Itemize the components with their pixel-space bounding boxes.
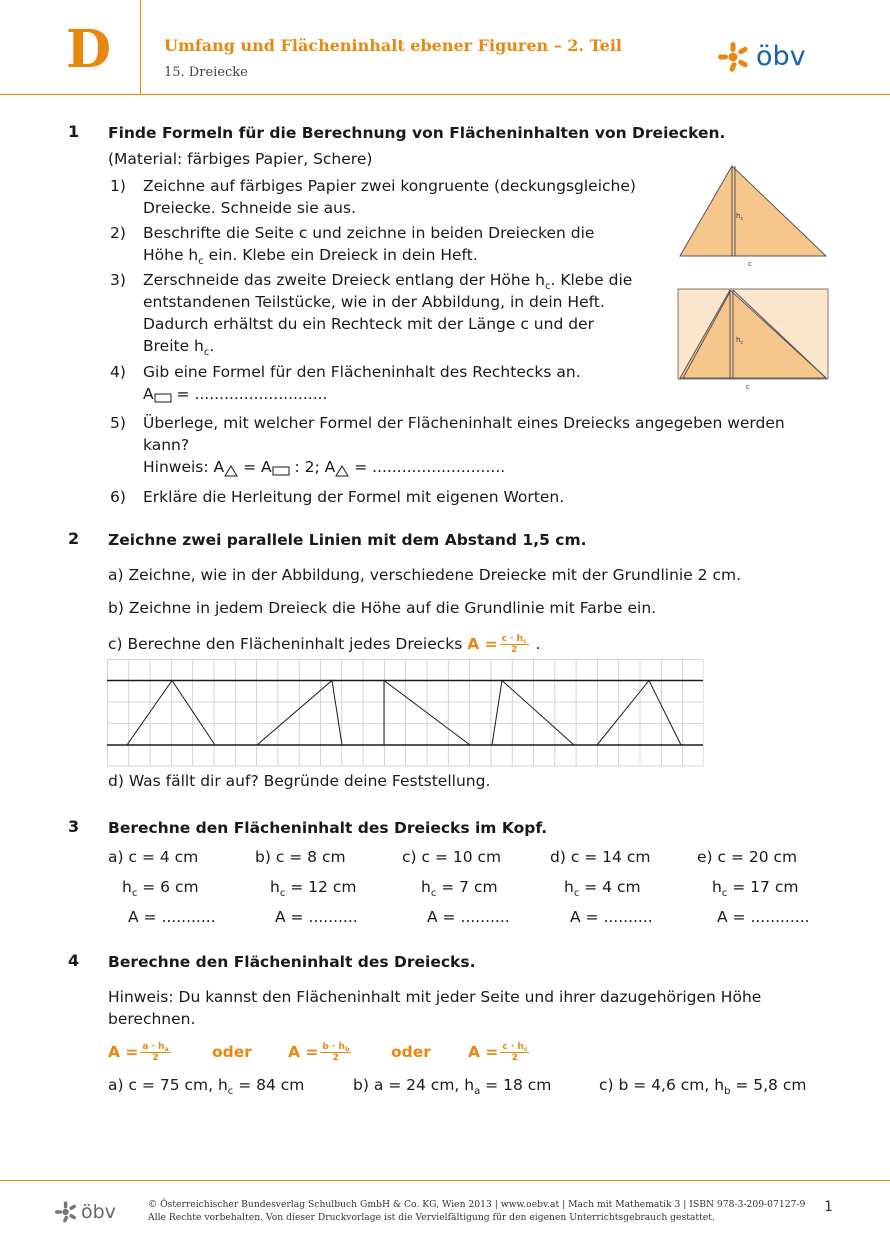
formula-c: A = $\frac{c \cdot h_c}{2}$ <box>468 1042 528 1063</box>
item-h: $h_c = 7$ cm <box>421 878 498 899</box>
obv-star-icon <box>718 40 752 74</box>
item-A: A = .......... <box>570 908 653 926</box>
page-title: Umfang und Flächeninhalt ebener Figuren – 2. Teil <box>164 36 622 55</box>
step-text: Überlege, mit welcher Formel der Flächeninhalt eines Dreiecks angegeben werden <box>143 414 785 432</box>
item-h: $h_c = 12$ cm <box>270 878 357 899</box>
item-A: A = .......... <box>275 908 358 926</box>
page-subtitle: 15. Dreiecke <box>164 65 248 80</box>
step-number: 3) <box>110 271 126 289</box>
step-text: kann? <box>143 436 190 454</box>
obv-star-icon <box>55 1200 79 1224</box>
subtask-c: c) Berechne den Flächeninhalt jedes Dreiecks A = $\frac{c \cdot h_c}{2}$ . <box>108 634 541 655</box>
rectangle-symbol-icon <box>272 466 290 476</box>
step-text: Zerschneide das zweite Dreieck entlang der Höhe $h_c$. Klebe die <box>143 271 633 292</box>
logo-text: öbv <box>756 41 806 72</box>
rectangle-figure <box>676 286 832 394</box>
height-label: $h_c$ <box>736 212 744 222</box>
item-h: $h_c = 17$ cm <box>712 878 799 899</box>
base-label: c <box>746 383 750 391</box>
task-heading: Zeichne zwei parallele Linien mit dem Abstand 1,5 cm. <box>108 531 587 549</box>
step-text: entstandenen Teilstücke, wie in der Abbildung, in dein Heft. <box>143 293 605 311</box>
step-text: Zeichne auf färbiges Papier zwei kongruente (deckungsgleiche) <box>143 177 636 195</box>
hint-text: Hinweis: Du kannst den Flächeninhalt mit jeder Seite und ihrer dazugehörigen Höhe <box>108 988 762 1006</box>
item-c: b) c = 8 cm <box>255 848 346 866</box>
step-text: Erkläre die Herleitung der Formel mit eigenen Worten. <box>143 488 565 506</box>
item-c: d) c = 14 cm <box>550 848 651 866</box>
task-number: 1 <box>68 122 80 141</box>
item-c: a) c = 4 cm <box>108 848 199 866</box>
step-number: 1) <box>110 177 126 195</box>
triangle-symbol-icon <box>335 465 349 477</box>
step-text: Höhe $h_c$ ein. Klebe ein Dreieck in dein Heft. <box>143 246 478 267</box>
header-logo <box>718 40 828 76</box>
rectangle-symbol-icon <box>154 393 172 403</box>
base-label: c <box>748 260 752 268</box>
task-number: 3 <box>68 817 80 836</box>
formula-b: A = $\frac{b \cdot h_b}{2}$ <box>288 1042 350 1063</box>
step-text: Dadurch erhältst du ein Rechteck mit der Länge c und der <box>143 315 594 333</box>
item: a) c = 75 cm, $h_c = 84$ cm <box>108 1076 305 1097</box>
item: b) a = 24 cm, $h_a = 18$ cm <box>353 1076 552 1097</box>
footer-logo <box>55 1200 135 1226</box>
triangle-grid <box>107 659 704 767</box>
item-A: A = ........... <box>128 908 216 926</box>
or-word: oder <box>391 1043 431 1061</box>
step-text: Breite $h_c$. <box>143 337 215 358</box>
header-bottom-rule <box>0 94 890 95</box>
or-word: oder <box>212 1043 252 1061</box>
formula-a: A = $\frac{a \cdot h_a}{2}$ <box>108 1042 169 1063</box>
task-heading: Finde Formeln für die Berechnung von Flächeninhalten von Dreiecken. <box>108 124 726 142</box>
step-number: 4) <box>110 363 126 381</box>
task-heading: Berechne den Flächeninhalt des Dreiecks im Kopf. <box>108 819 548 837</box>
page-number: 1 <box>824 1199 833 1215</box>
item-c: e) c = 20 cm <box>697 848 798 866</box>
subtask-a: a) Zeichne, wie in der Abbildung, verschiedene Dreiecke mit der Grundlinie 2 cm. <box>108 566 742 584</box>
item-A: A = ............ <box>717 908 810 926</box>
step-hint: Hinweis: A = A : 2; A = ........................... <box>143 458 506 476</box>
task-number: 2 <box>68 529 80 548</box>
hint-text: berechnen. <box>108 1010 196 1028</box>
step-text: A = ........................... <box>143 385 328 403</box>
step-text: Beschrifte die Seite c und zeichne in beiden Dreiecken die <box>143 224 595 242</box>
task-number: 4 <box>68 951 80 970</box>
item-h: $h_c = 4$ cm <box>564 878 641 899</box>
triangle-figure <box>676 162 832 270</box>
copyright: © Österreichischer Bundesverlag Schulbuch GmbH & Co. KG, Wien 2013 | www.oebv.at | Mach mit Mathematik 3 | ISBN 978-3-209-07127-9 Alle Rechte vorbehalten. Von dieser Druckvorlage ist die Vervielfältigung für den eigenen Unterrichtsgebrauch gestattet. <box>148 1199 806 1223</box>
chapter-letter: D <box>66 19 112 80</box>
footer-logo-text: öbv <box>81 1201 116 1223</box>
item: c) b = 4,6 cm, $h_b = 5,8$ cm <box>599 1076 807 1097</box>
step-text: Dreiecke. Schneide sie aus. <box>143 199 357 217</box>
footer-rule <box>0 1180 890 1181</box>
item-A: A = .......... <box>427 908 510 926</box>
step-number: 6) <box>110 488 126 506</box>
height-label: $h_c$ <box>736 336 744 346</box>
step-text: Gib eine Formel für den Flächeninhalt des Rechtecks an. <box>143 363 581 381</box>
subtask-d: d) Was fällt dir auf? Begründe deine Feststellung. <box>108 772 491 790</box>
step-number: 2) <box>110 224 126 242</box>
item-h: $h_c = 6$ cm <box>122 878 199 899</box>
task-heading: Berechne den Flächeninhalt des Dreiecks. <box>108 953 476 971</box>
item-c: c) c = 10 cm <box>402 848 502 866</box>
triangle-symbol-icon <box>224 465 238 477</box>
task-material: (Material: färbiges Papier, Schere) <box>108 150 373 168</box>
subtask-b: b) Zeichne in jedem Dreieck die Höhe auf die Grundlinie mit Farbe ein. <box>108 599 657 617</box>
step-number: 5) <box>110 414 126 432</box>
header-vertical-rule <box>140 0 141 94</box>
